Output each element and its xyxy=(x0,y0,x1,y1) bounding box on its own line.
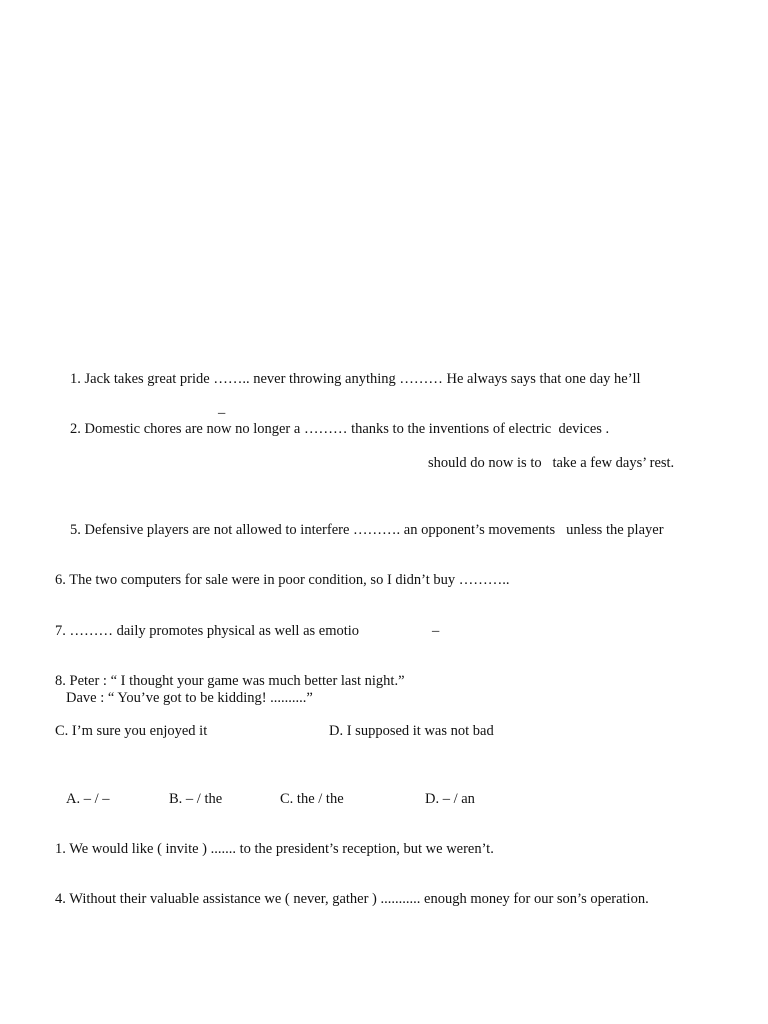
question-5-defensive: 5. Defensive players are not allowed to interfere ………. an opponent’s movements unless the player xyxy=(70,522,664,538)
question-7-daily: 7. ……… daily promotes physical as well as emotio xyxy=(55,623,360,639)
answer-option-a: A. – / – xyxy=(66,791,110,807)
question-8-dave: Dave : “ You’ve got to be kidding! ..........” xyxy=(66,690,313,706)
answer-option-c: C. the / the xyxy=(280,791,344,807)
question-2-domestic: 2. Domestic chores are now no longer a ……… thanks to the inventions of electric devices . xyxy=(70,421,610,437)
question-fragment-rest: should do now is to take a few days’ rest. xyxy=(428,455,675,471)
verb-question-1-invite: 1. We would like ( invite ) ....... to the president’s reception, but we weren’t. xyxy=(55,841,494,857)
verb-question-4-without: 4. Without their valuable assistance we ( never, gather ) ........... enough money for our son’s operation. xyxy=(55,891,649,907)
dash-mark: – xyxy=(218,405,226,421)
dash-mark: – xyxy=(432,623,440,639)
question-1-jack: 1. Jack takes great pride …….. never throwing anything ……… He always says that one day he’ll xyxy=(70,371,641,387)
question-8-option-c: C. I’m sure you enjoyed it xyxy=(55,723,208,739)
question-8-option-d: D. I supposed it was not bad xyxy=(329,723,494,739)
question-6-computers: 6. The two computers for sale were in poor condition, so I didn’t buy ……….. xyxy=(55,572,510,588)
question-8-peter: 8. Peter : “ I thought your game was much better last night.” xyxy=(55,673,405,689)
answer-option-b: B. – / the xyxy=(169,791,223,807)
answer-option-d: D. – / an xyxy=(425,791,475,807)
